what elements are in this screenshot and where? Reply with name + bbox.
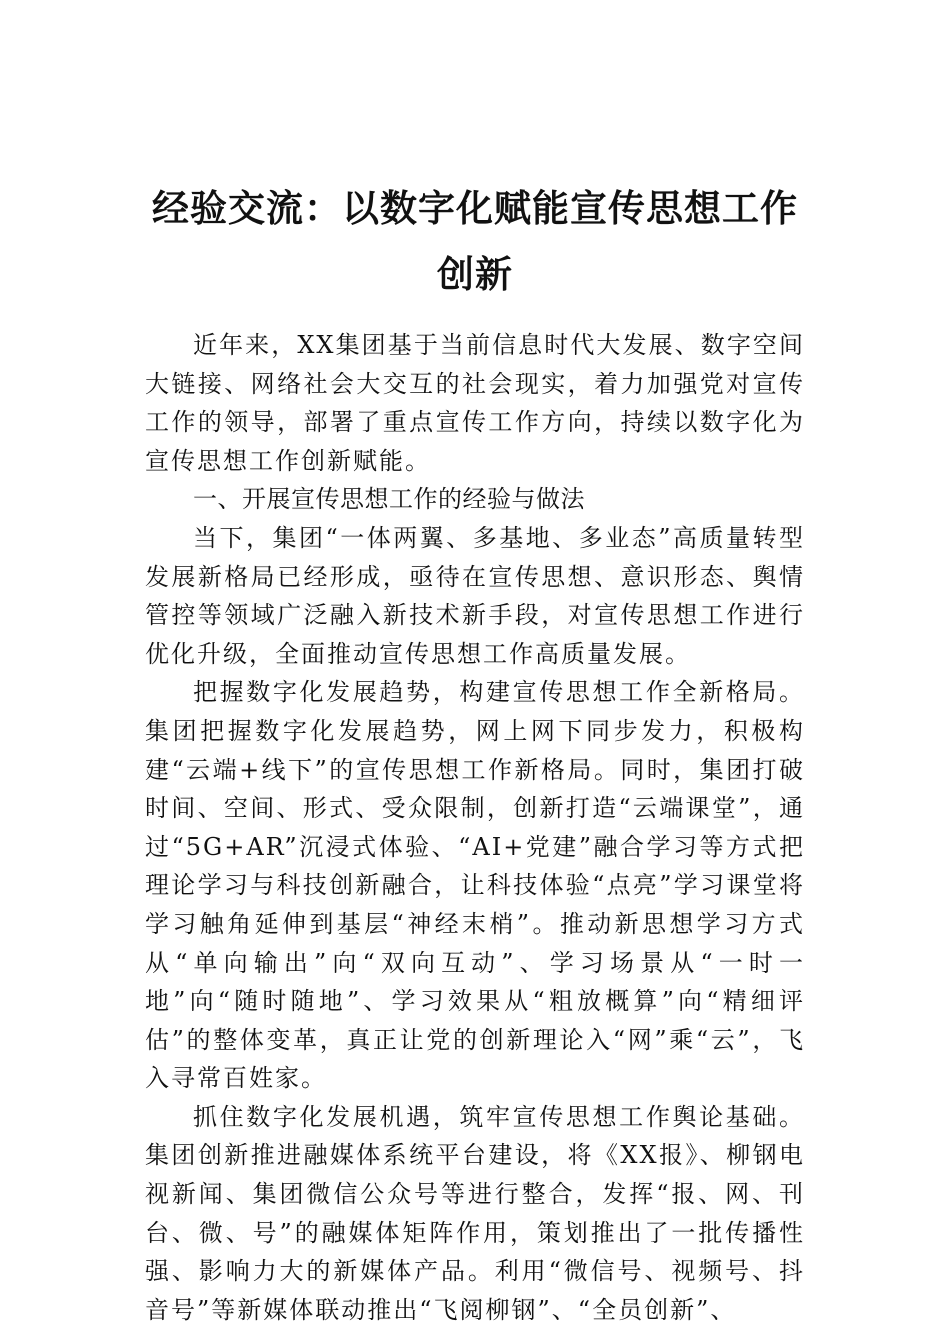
document-body (145, 326, 805, 1329)
intro-paragraph: 近年来，XX集团基于当前信息时代大发展、数字空间大链接、网络社会大交互的社会现实，着力加强党对宣传工作的领导，部署了重点宣传工作方向，持续以数字化为宣传思想工作创新赋能。 (145, 331, 805, 475)
body-paragraph: 把握数字化发展趋势，构建宣传思想工作全新格局。集团把握数字化发展趋势，网上网下同步发力，积极构建“云端+线下”的宣传思想工作新格局。同时，集团打破时间、空间、形式、受众限制，创新打造“云端课堂”，通过“5G+AR”沉浸式体验、“AI+党建”融合学习等方式把理论学习与科技创新融合，让科技体验“点亮”学习课堂将学习触角延伸到基层“神经末梢”。推动新思想学习方式从“单向输出”向“双向互动”、学习场景从“一时一地”向“随时随地”、学习效果从“粗放概算”向“精细评估”的整体变革，真正让党的创新理论入“网”乘“云”，飞入寻常百姓家。 (145, 678, 805, 1093)
body-paragraph: 当下，集团“一体两翼、多基地、多业态”高质量转型发展新格局已经形成，亟待在宣传思想、意识形态、舆情管控等领域广泛融入新技术新手段，对宣传思想工作进行优化升级，全面推动宣传思想工作高质量发展。 (145, 523, 805, 668)
section-heading: 一、开展宣传思想工作的经验与做法 (193, 485, 585, 514)
body-paragraph: 抓住数字化发展机遇，筑牢宣传思想工作舆论基础。集团创新推进融媒体系统平台建设，将《XX报》、柳钢电视新闻、集团微信公众号等进行整合，发挥“报、网、刊台、微、号”的融媒体矩阵作用，策划推出了一批传播性强、影响力大的新媒体产品。利用“微信号、视频号、抖音号”等新媒体联动推出“飞阅柳钢”、“全员创新”、 (145, 1102, 805, 1324)
document-title: 经验交流：以数字化赋能宣传思想工作创新 (152, 185, 798, 296)
